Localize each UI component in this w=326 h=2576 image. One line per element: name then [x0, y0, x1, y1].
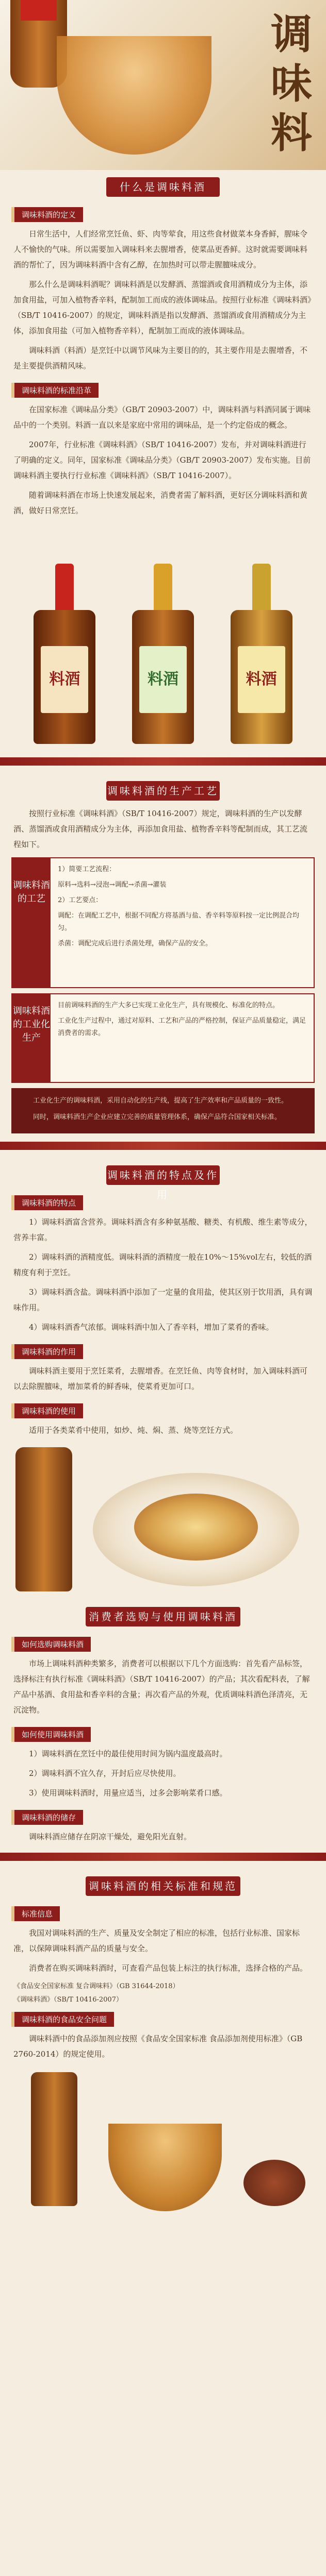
bottom-photo-bottle [31, 2072, 77, 2206]
section-3-header: 调味料酒的特点及作用 [106, 1165, 220, 1185]
s5-buy: 市场上调味料酒种类繁多，消费者可以根据以下几个方面选购：首先看产品标签，选择标注有执行标准《调味料酒》（SB/T 10416-2007）的产品；其次看配料表，了解产品中基酒、食用盐和香辛料的含量；再次看产品的外观，优质调味料酒色泽清亮，无沉淀物。 [13, 1659, 310, 1715]
industrial-note: 同时，调味料酒生产企业应建立完善的质量管理体系，确保产品符合国家相关标准。 [33, 1113, 282, 1121]
s2-intro: 按照行业标准《调味料酒》（SB/T 10416-2007）规定，调味料酒的生产以发酵酒、蒸馏酒或食用酒精成分为主体，再添加食用盐、植物香辛料等配制而成，其工艺流程如下。 [13, 809, 308, 849]
bottle-image [231, 564, 292, 744]
craft-line: 2）工艺要点： [58, 896, 103, 904]
s3-point: 2）调味料酒的酒精度低。调味料酒的酒精度一般在10%～15%vol左右，较低的酒精度有利于烹饪。 [13, 1252, 312, 1277]
s1-tab-history: 调味料酒的标准沿革 [11, 383, 99, 398]
s5-use-item: 1）调味料酒在烹饪中的最佳使用时间为锅内温度最高时。 [29, 1749, 227, 1758]
section-5 [0, 1600, 326, 1632]
s6-tab-standards: 标准信息 [11, 1906, 60, 1921]
craft-line: 1）简要工艺流程： [58, 866, 116, 873]
s6-ref: 《食品安全国家标准 复合调味料》（GB 31644-2018） [13, 1982, 180, 1990]
s3-effect: 调味料酒主要用于烹饪菜肴，去腥增香。在烹饪鱼、肉等食材时，加入调味料酒可以去除腥膻味，增加菜肴的鲜香味，使菜肴更加可口。 [13, 1366, 308, 1391]
s1-para-4: 在国家标准《调味品分类》（GB/T 20903-2007）中，调味料酒与料酒同属于调味品中的一个类别。料酒一直以来是家庭中常用的调味品，是一个约定俗成的概念。 [13, 405, 311, 430]
s3-tab-effects: 调味料酒的作用 [11, 1344, 83, 1359]
hero-bottle-cap [21, 0, 57, 21]
bottle-label: 料酒 [139, 646, 187, 713]
craft-box-industrial [11, 993, 315, 1083]
s3-point: 3）调味料酒含盐。调味料酒中添加了一定量的食用盐，使其区别于饮用酒，具有调味作用。 [13, 1287, 313, 1312]
divider-band [0, 1853, 326, 1861]
s1-para-5: 2007年，行业标准《调味料酒》（SB/T 10416-2007）发布，并对调味料酒进行了明确的定义。同年，国家标准《调味品分类》（GB/T 20903-2007）发布实施。目前调味料酒主要执行行业标准《调味料酒》（SB/T 10416-2007）。 [13, 440, 311, 480]
s1-para-3: 调味料酒（料酒）是烹饪中以调节风味为主要目的的，其主要作用是去腥增香，不是主要提供酒精风味。 [13, 346, 308, 370]
hero-banner [0, 0, 326, 170]
craft-line: 工业化生产过程中，通过对原料、工艺和产品的严格控制，保证产品质量稳定，满足消费者的需求。 [58, 1017, 306, 1037]
section-6-header: 调味料酒的相关标准和规范 [86, 1876, 240, 1896]
hero-title [268, 9, 315, 158]
s1-tab-definition: 调味料酒的定义 [11, 207, 83, 222]
section-1-header: 什么是调味料酒 [106, 177, 220, 197]
s6-tab-safety: 调味料酒的食品安全问题 [11, 2012, 114, 2027]
s3-point: 1）调味料酒富含营养。调味料酒含有多种氨基酸、糖类、有机酸、维生素等成分，营养丰富。 [13, 1217, 313, 1242]
craft-box-industrial-side: 调味料酒的工业化生产 [12, 994, 51, 1082]
s6-para-2: 消费者在购买调味料酒时，可查看产品包装上标注的执行标准，选择合格的产品。 [29, 1963, 308, 1973]
s6-ref: 《调味料酒》（SB/T 10416-2007） [13, 1996, 123, 2004]
food-photo-bottle [15, 1447, 72, 1591]
food-photo [0, 1442, 326, 1597]
s5-tab-buy: 如何选购调味料酒 [11, 1637, 91, 1652]
s6-safety: 调味料酒中的食品添加剂应按照《食品安全国家标准 食品添加剂使用标准》（GB 2760-2014）的规定使用。 [13, 2034, 303, 2059]
s3-point: 4）调味料酒香气浓郁。调味料酒中加入了香辛料，增加了菜肴的香味。 [29, 1323, 274, 1332]
s5-tab-store: 调味料酒的储存 [11, 1810, 83, 1825]
divider-band [0, 1142, 326, 1150]
craft-box-process [11, 857, 315, 988]
craft-line: 原料→选料→浸泡→调配→杀菌→灌装 [58, 881, 167, 889]
industrial-note-box [11, 1088, 315, 1133]
hero-glass-image [57, 36, 211, 155]
s3-tab-features: 调味料酒的特点 [11, 1195, 83, 1210]
bottle-label: 料酒 [41, 646, 88, 713]
food-photo-dish [134, 1494, 258, 1561]
bottle-label: 料酒 [238, 646, 285, 713]
bottom-photo-spice [243, 2160, 305, 2206]
hero-title-char: 味 [271, 59, 312, 108]
s1-para-2: 那么什么是调味料酒呢？调味料酒是以发酵酒、蒸馏酒或食用酒精成分为主体，添加食用盐，可加入植物香辛料，配制加工而成的液体调味品。按照行业标准《调味料酒》（SB/T 10416-2007）的规定，调味料酒是指以发酵酒、蒸馏酒或食用酒精成分为主体，添加食用盐（可加入植物香辛料），配制加工而成的液体调味品。 [13, 280, 312, 335]
bottle-image [34, 564, 95, 744]
section-3 [0, 1158, 326, 1201]
hero-title-char: 料 [271, 109, 312, 157]
section-2-header: 调味料酒的生产工艺 [106, 781, 220, 801]
bottle-gallery [0, 522, 326, 749]
bottom-photo-cup [108, 2124, 222, 2211]
divider-band [0, 757, 326, 766]
s1-para-6: 随着调味料酒在市场上快速发展起来，消费者需了解料酒，更好区分调味料酒和黄酒，做好日常烹饪。 [13, 490, 308, 515]
s4-usage: 适用于各类菜肴中使用，如炒、炖、焖、蒸、烧等烹饪方式。 [29, 1426, 238, 1435]
craft-box-process-side: 调味料酒的工艺 [12, 858, 51, 987]
s6-para-1: 我国对调味料酒的生产、质量及安全制定了相应的标准，包括行业标准、国家标准，以保障调味料酒产品的质量与安全。 [13, 1928, 300, 1953]
s1-para-1: 日常生活中，人们经常烹饪鱼、虾、肉等荤食，用这些食材做菜本身香鲜，腥味令人不愉快的气味。所以需要加入调味料来去腥增香，使菜品更香鲜。这时就需要调味料酒的帮忙了，因为调味料酒中含有乙醇，在加热时可以带走腥膻味成分。 [13, 229, 308, 269]
s5-use-item: 2）调味料酒不宜久存，开封后应尽快使用。 [29, 1769, 181, 1778]
bottom-photo [0, 2067, 326, 2222]
section-2 [0, 774, 326, 806]
hero-title-char: 调 [271, 10, 312, 58]
section-6 [0, 1869, 326, 1901]
craft-line: 目前调味料酒的生产大多已实现工业化生产，具有规模化、标准化的特点。 [58, 1002, 280, 1009]
industrial-note: 工业化生产的调味料酒，采用自动化的生产线，提高了生产效率和产品质量的一致性。 [33, 1097, 288, 1105]
craft-line: 调配：在调配工艺中，根据不同配方将基酒与盐、香辛料等原料按一定比例混合均匀。 [58, 912, 300, 932]
craft-line: 杀菌：调配完成后进行杀菌处理，确保产品的安全。 [58, 940, 213, 947]
s5-tab-use: 如何使用调味料酒 [11, 1727, 91, 1742]
section-5-header: 消费者选购与使用调味料酒 [86, 1607, 240, 1626]
s5-use-item: 3）使用调味料酒时，用量应适当，过多会影响菜肴口感。 [29, 1788, 227, 1798]
s4-tab-usage: 调味料酒的使用 [11, 1403, 83, 1418]
section-1 [0, 170, 326, 202]
s5-store: 调味料酒应储存在阴凉干燥处，避免阳光直射。 [29, 1832, 192, 1841]
bottle-image [132, 564, 194, 744]
